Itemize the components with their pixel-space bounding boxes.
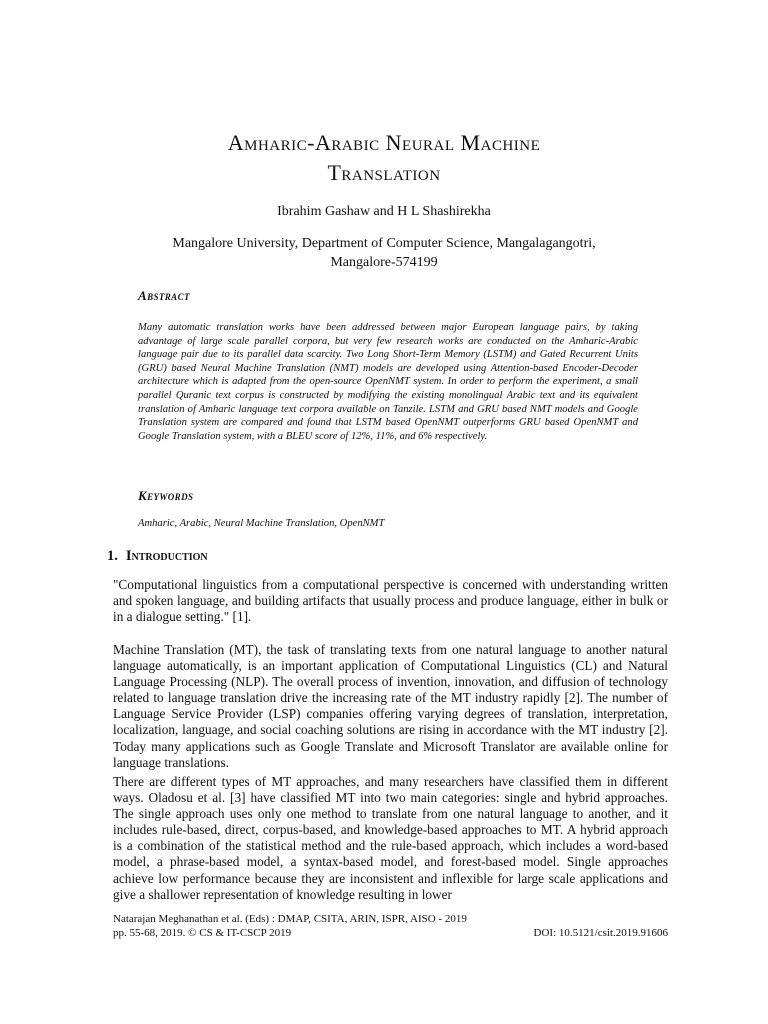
paper-title	[100, 128, 668, 188]
footer-pages: pp. 55-68, 2019. © CS & IT-CSCP 2019	[113, 927, 292, 939]
section-number: 1.	[107, 548, 118, 564]
affiliation-line-2: Mangalore-574199	[330, 255, 438, 270]
affiliation-line-1: Mangalore University, Department of Computer Science, Mangalagangotri,	[172, 236, 596, 251]
abstract-text: Many automatic translation works have been addressed between major European language pairs, by taking advantage of large scale parallel corpora, but very few research works are conducted on the Amharic-Arabic language pair due to its parallel data scarcity. Two Long Short-Term Memory (LSTM) and Gated Recurrent Units (GRU) based Neural Machine Translation (NMT) models are developed using Attention-based Encoder-Decoder architecture which is adapted from the open-source OpenNMT system. In order to perform the experiment, a small parallel Quranic text corpus is constructed by modifying the existing monolingual Arabic text and its equivalent translation of Amharic language text corpora available on Tanzile. LSTM and GRU based NMT models and Google Translation system are compared and found that LSTM based OpenNMT outperforms GRU based OpenNMT and Google Translation system, with a BLEU score of 12%, 11%, and 6% respectively.	[138, 322, 638, 442]
title-line-1: Amharic-Arabic Neural Machine	[227, 130, 541, 155]
keywords-heading: Keywords	[138, 488, 194, 503]
page-footer	[113, 912, 668, 940]
intro-paragraph-3: There are different types of MT approaches, and many researchers have classified them in different ways. Oladosu et al. [3] have classified MT into two main categories: single and hybrid approaches. The single approach uses only one method to translate from one natural language to another, and it includes rule-based, direct, corpus-based, and knowledge-based approaches to MT. A hybrid approach is a combination of the statistical method and the rule-based approach, which includes a word-based model, a phrase-based model, a syntax-based model, and forest-based model. Single approaches achieve low performance because they are inconsistent and inflexible for large scale applications and give a shallower representation of knowledge resulting in lower	[113, 774, 668, 902]
introduction-heading	[107, 548, 208, 565]
footer-doi: DOI: 10.5121/csit.2019.91606	[533, 927, 668, 939]
intro-paragraph-2: Machine Translation (MT), the task of translating texts from one natural language to another natural language automatically, is an important application of Computational Linguistics (CL) and Natural Language Processing (NLP). The overall process of invention, innovation, and diffusion of technology related to language translation drive the increasing rate of the MT industry rapidly [2]. The number of Language Service Provider (LSP) companies offering varying degrees of translation, interpretation, localization, language, and social coaching solutions are rising in accordance with the MT industry [2]. Today many applications such as Google Translate and Microsoft Translator are available online for language translations.	[113, 642, 668, 770]
authors: Ibrahim Gashaw and H L Shashirekha	[277, 204, 491, 219]
affiliation	[130, 234, 638, 272]
keywords-text: Amharic, Arabic, Neural Machine Translation, OpenNMT	[138, 518, 385, 529]
footer-proceedings: Natarajan Meghanathan et al. (Eds) : DMAP, CSITA, ARIN, ISPR, AISO - 2019	[113, 913, 467, 925]
abstract-heading: Abstract	[138, 288, 190, 303]
footer-row	[113, 926, 668, 940]
intro-paragraph-1: "Computational linguistics from a computational perspective is concerned with understanding written and spoken language, and building artifacts that usually process and produce language, either in bulk or in a dialogue setting." [1].	[113, 577, 668, 625]
section-title: Introduction	[125, 548, 208, 564]
title-line-2: Translation	[327, 160, 441, 185]
